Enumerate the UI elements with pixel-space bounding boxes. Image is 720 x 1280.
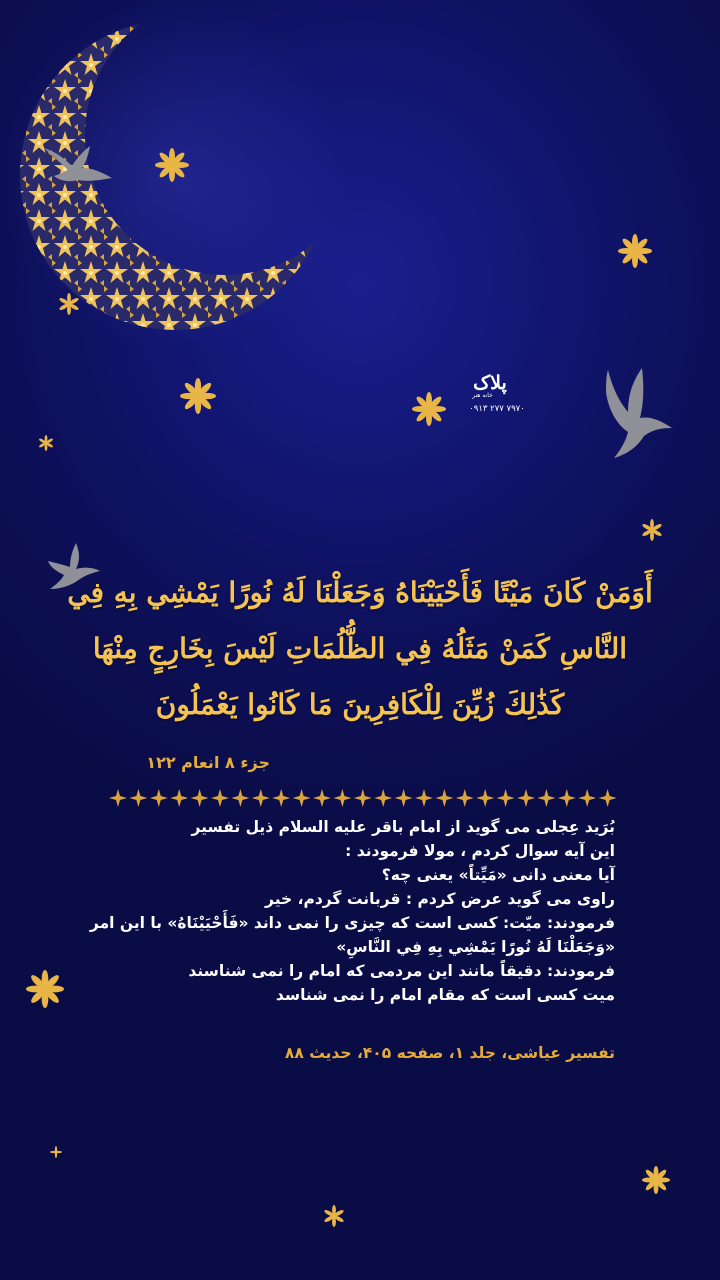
hadith-line: «وَجَعَلْنَا لَهُ نُورًا يَمْشِي بِهِ فِي النَّاسِ» [336, 938, 615, 956]
hadith-line: این آیه سوال کردم ، مولا فرمودند : [345, 842, 615, 860]
verse-reference: جزء ۸ انعام ۱۲۲ [146, 753, 270, 772]
divider-motif [313, 789, 331, 807]
divider-motif [252, 789, 270, 807]
divider-motif [476, 789, 494, 807]
divider-motif [150, 789, 168, 807]
ornamental-divider [108, 787, 618, 809]
flower-rosette-icon [38, 435, 54, 451]
logo-subtitle: خانه هنر [472, 392, 493, 399]
divider-motif [537, 789, 555, 807]
dove-icon [42, 138, 114, 186]
hadith-text [89, 815, 615, 1007]
divider-motif [170, 789, 188, 807]
divider-motif [354, 789, 372, 807]
divider-motif [578, 789, 596, 807]
logo-phone: ۰۹۱۳ ۲۷۷ ۷۹۷۰ [469, 404, 525, 414]
flower-rosette-icon [50, 1146, 62, 1158]
flower-rosette-icon [618, 234, 652, 268]
source-citation: تفسیر عیاشی، جلد ۱، صفحه ۴۰۵، حدیث ۸۸ [284, 1044, 615, 1062]
hadith-line: فرمودند: میّت: کسی است که چیزی را نمی داند «فَأَحْيَيْنَاهُ» با این امر [89, 914, 615, 932]
divider-motif [191, 789, 209, 807]
divider-motif [211, 789, 229, 807]
quran-verse [60, 565, 660, 733]
dove-icon [598, 366, 674, 460]
hadith-line: راوی می گوید عرض کردم : قربانت گردم، خیر [265, 890, 615, 908]
flower-rosette-icon [180, 378, 216, 414]
hadith-line: فرمودند: دقیقاً مانند این مردمی که امام را نمی شناسند [188, 962, 615, 980]
flower-rosette-icon [26, 970, 64, 1008]
divider-motif [333, 789, 351, 807]
divider-motif [374, 789, 392, 807]
verse-line-1: أَوَمَنْ كَانَ مَيْتًا فَأَحْيَيْنَاهُ وَجَعَلْنَا لَهُ نُورًا يَمْشِي بِهِ فِي [67, 576, 653, 609]
divider-motif [293, 789, 311, 807]
hadith-line: آیا معنی دانی «مَیِّتاً» یعنی چه؟ [381, 866, 615, 884]
verse-line-3: كَذَٰلِكَ زُيِّنَ لِلْكَافِرِينَ مَا كَانُوا يَعْمَلُونَ [155, 688, 565, 721]
hadith-line: میت کسی است که مقام امام را نمی شناسد [275, 986, 615, 1004]
divider-motif [558, 789, 576, 807]
flower-rosette-icon [58, 293, 80, 315]
hadith-line: بُرَید عِجلی می گوید از امام باقر علیه السلام ذیل تفسیر [191, 818, 615, 836]
divider-motif [517, 789, 535, 807]
flower-rosette-icon [642, 1166, 670, 1194]
divider-motif [231, 789, 249, 807]
flower-rosette-icon [412, 392, 446, 426]
divider-motif [599, 789, 617, 807]
flower-rosette-icon [323, 1205, 345, 1227]
divider-motif [395, 789, 413, 807]
divider-motif [435, 789, 453, 807]
divider-motif [497, 789, 515, 807]
verse-line-2: النَّاسِ كَمَنْ مَثَلُهُ فِي الظُّلُمَاتِ لَيْسَ بِخَارِجٍ مِنْهَا [92, 632, 628, 665]
divider-motif [272, 789, 290, 807]
flower-rosette-icon [641, 519, 663, 541]
logo-wordmark: پلاک [473, 372, 507, 394]
divider-motif [415, 789, 433, 807]
flower-rosette-icon [155, 148, 189, 182]
divider-motif [109, 789, 127, 807]
divider-motif [129, 789, 147, 807]
divider-motif [456, 789, 474, 807]
